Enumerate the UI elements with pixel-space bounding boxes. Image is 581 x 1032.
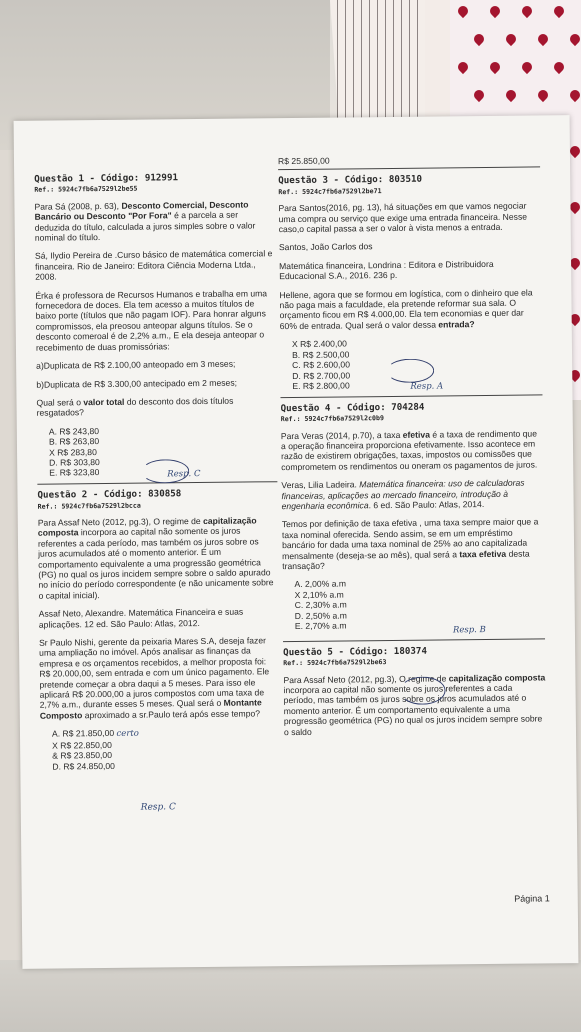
option-b-marked[interactable]: X 2,10% a.m (294, 589, 344, 600)
question-prompt: Temos por definição de taxa efetiva , uma taxa sempre maior que a taxa nominal oferecida. Sendo assim, se em um empréstimo bancário for dada uma taxa nominal de 25% ao ano capitalizada mensalmente (deseja-se ao mês), qual será a taxa efetiva desta transação? (281, 516, 539, 572)
option-c[interactable]: C. R$ 2.600,00 (292, 359, 351, 371)
question-prompt: Hellene, agora que se formou em logística, com o dinheiro que ela não paga mais a faculdade, ela pretende reformar sua sala. O orçamento ficou em R$ 4.000,00. Ela tem economias e quer dar 60% de entrada. Qual será o valor dessa entrada? (279, 287, 533, 332)
heart-decoration (568, 88, 581, 102)
heart-decoration (472, 32, 486, 46)
question-1 (34, 172, 277, 485)
handwritten-answer: Resp. C (167, 468, 201, 480)
heart-decoration (456, 60, 470, 74)
heart-decoration (520, 4, 534, 18)
option-d[interactable]: D. 2,50% a.m (294, 610, 347, 621)
reference-text: Matemática financeira, Londrina : Editora e Distribuidora Educacional S.A., 2016. 236 p. (279, 258, 494, 282)
question-text: Érka é professora de Recursos Humanos e trabalha em uma fornecedora de doces. Ela tem acesso a muitos títulos de baixo porte (títulos que não pagam IOF). Para honrar alguns compromissos, ela preosou anteopar alguns títulos. Se o desconto comeroal é de 2,2% a.m., E ela deseja anteopar o recebimento de duas promissórias: (35, 287, 268, 353)
option-c-marked[interactable]: X R$ 283,80 (48, 446, 97, 458)
right-column (278, 153, 546, 745)
option-e[interactable]: E. R$ 2.800,00 (292, 380, 350, 391)
heart-decoration (488, 60, 502, 74)
question-prompt: Sr Paulo Nishi, gerente da peixaria Mares S.A, deseja fazer uma ampliação no imóvel. Após analisar as finanças da empresa e os orçamentos recebidos, a melhor proposta foi: R$ 20.000,00, sem entrada e com um único pagamento. Ele pretende começar a obra daqui a 5 meses. Para isso ele aplicará R$ 20.000,00 a juros compostos com uma taxa de 2,7% a.m., durante esses 5 meses. Qual será o Montante Composto aproximado a sr.Paulo terá após esse tempo? (38, 635, 270, 721)
divider (278, 167, 540, 171)
question-title: Questão 5 - Código: 180374 (283, 645, 428, 658)
option-d[interactable]: D. R$ 2.700,00 (292, 369, 351, 381)
handwritten-answer: Resp. C (140, 802, 176, 813)
heart-decoration (552, 60, 566, 74)
question-text: Para Sá (2008, p. 63), Desconto Comercial, Desconto Bancário ou Desconto "Por Fora" é a parcela a ser deduzida do título, calculada a juros simples sobre o valor nominal do título. (34, 199, 256, 243)
heart-decoration (504, 88, 518, 102)
question-text: Para Santos(2016, pg. 13), há situações em que vamos negociar uma compra ou serviço que exige uma entrada financeira. Nesse caso,o capital passa a ser o valor à vista menos a entrada. (278, 200, 528, 235)
question-ref: Ref.: 5924c7fb6a7529l2c0b9 (280, 414, 384, 424)
option-b-marked[interactable]: X R$ 22.850,00 (52, 739, 112, 751)
question-2 (37, 488, 280, 814)
left-column (34, 166, 281, 814)
question-title: Questão 1 - Código: 912991 (34, 172, 179, 185)
question-ref: Ref.: 5924c7fb6a7529l2be55 (34, 185, 138, 195)
question-item: a)Duplicata de R$ 2.100,00 anteopado em 3 meses; (36, 358, 236, 371)
handwritten-answer: Resp. B (452, 625, 486, 636)
background-bottom (0, 960, 581, 1032)
question-ref: Ref.: 5924c7fb6a7529l2be71 (278, 186, 382, 196)
divider (283, 638, 545, 642)
exam-sheet (14, 115, 579, 969)
heart-decoration (504, 32, 518, 46)
question-4 (281, 401, 545, 642)
option-e[interactable]: E. 2,70% a.m (294, 620, 347, 632)
background-book-spines (330, 0, 425, 120)
option-a[interactable]: A. R$ 21.850,00 certo (51, 728, 139, 740)
heart-decoration (552, 4, 566, 18)
question-title: Questão 2 - Código: 830858 (37, 488, 182, 501)
option-d[interactable]: D. R$ 303,80 (49, 456, 100, 468)
heart-decoration (536, 88, 550, 102)
heart-decoration (472, 88, 486, 102)
handwritten-answer: Resp. A (410, 381, 444, 393)
page-number: Página 1 (514, 893, 550, 904)
option-c[interactable]: C. 2,30% a.m (294, 599, 347, 611)
option-a[interactable]: A. 2,00% a.m (294, 578, 347, 590)
heart-decoration (536, 32, 550, 46)
question-text: Para Veras (2014, p.70), a taxa efetiva é a taxa de rendimento que a operação financeira proporciona efetivamente. Isso acontece em razão de existirem obrigações, taxas, impostos ou comissões que comprometem os rendimentos ou oneram os pagamentos de juros. (280, 428, 538, 472)
handwritten-note: certo (116, 728, 139, 740)
previous-option: R$ 25.850,00 (277, 155, 330, 167)
question-title: Questão 4 - Código: 704284 (280, 401, 425, 414)
reference-text: Assaf Neto, Alexandre. Matemática Financeira e suas aplicações. 12 ed. São Paulo: Atlas, 2012. (38, 606, 244, 630)
question-prompt: Qual será o valor total do desconto dos dois títulos resgatados? (36, 395, 234, 419)
answer-options (294, 577, 545, 632)
question-text: Para Assaf Neto (2012, pg.3), O regime de capitalização composta incorpora ao capital não somente os juros referentes a cada período, mas também os juros sobre os juros acumulados até o momento anterior. É um comportamento equivalente a uma progressão geométrica (PG) no qual os juros incidem sempre sobre o saldo apurado no início do período correspondente (e não unicamente sobre o capital inicial). (37, 515, 274, 601)
question-title: Questão 3 - Código: 803510 (278, 174, 423, 187)
option-a[interactable]: A. R$ 243,80 (48, 425, 100, 437)
question-ref: Ref.: 5924c7fb6a7529l2be63 (283, 658, 387, 668)
reference-text: Veras, Lilia Ladeira. Matemática financeira: uso de calculadoras financeiras, aplicações ao mercado financeiro, introdução à engenharia econômica. 6 ed. São Paulo: Atlas, 2014. (281, 477, 525, 512)
option-d[interactable]: D. R$ 24.850,00 (52, 760, 115, 772)
divider (280, 394, 542, 398)
question-text: Para Assaf Neto (2012, pg.3), O regime de capitalização composta incorpora ao capital não somente os juros referentes a cada período, mas também os juros sobre os juros acumulados até o momento anterior. É um comportamento equivalente a uma progressão geométrica (PG) no qual os juros incidem sempre sobre o saldo (283, 672, 546, 737)
question-ref: Ref.: 5924c7fb6a7529l2bcca (37, 501, 141, 511)
option-b[interactable]: B. R$ 263,80 (48, 436, 100, 447)
option-c[interactable]: & R$ 23.850,00 (52, 750, 113, 761)
option-e[interactable]: E. R$ 323,80 (49, 467, 100, 478)
option-b[interactable]: B. R$ 2.500,00 (291, 349, 350, 360)
heart-decoration (456, 4, 470, 18)
heart-decoration (488, 4, 502, 18)
option-a-marked[interactable]: X R$ 2.400,00 (291, 338, 347, 350)
reference-text: Sá, Ilydio Pereira de .Curso básico de matemática comercial e financeira. Rio de Janeiro: Editora Ciência Moderna Ltda., 2008. (34, 248, 273, 282)
reference-author: Santos, João Carlos dos (278, 241, 373, 253)
answer-options (52, 726, 280, 771)
heart-decoration (568, 32, 581, 46)
heart-decoration (520, 60, 534, 74)
question-item: b)Duplicata de R$ 3.300,00 antecipado em 2 meses; (36, 377, 238, 390)
